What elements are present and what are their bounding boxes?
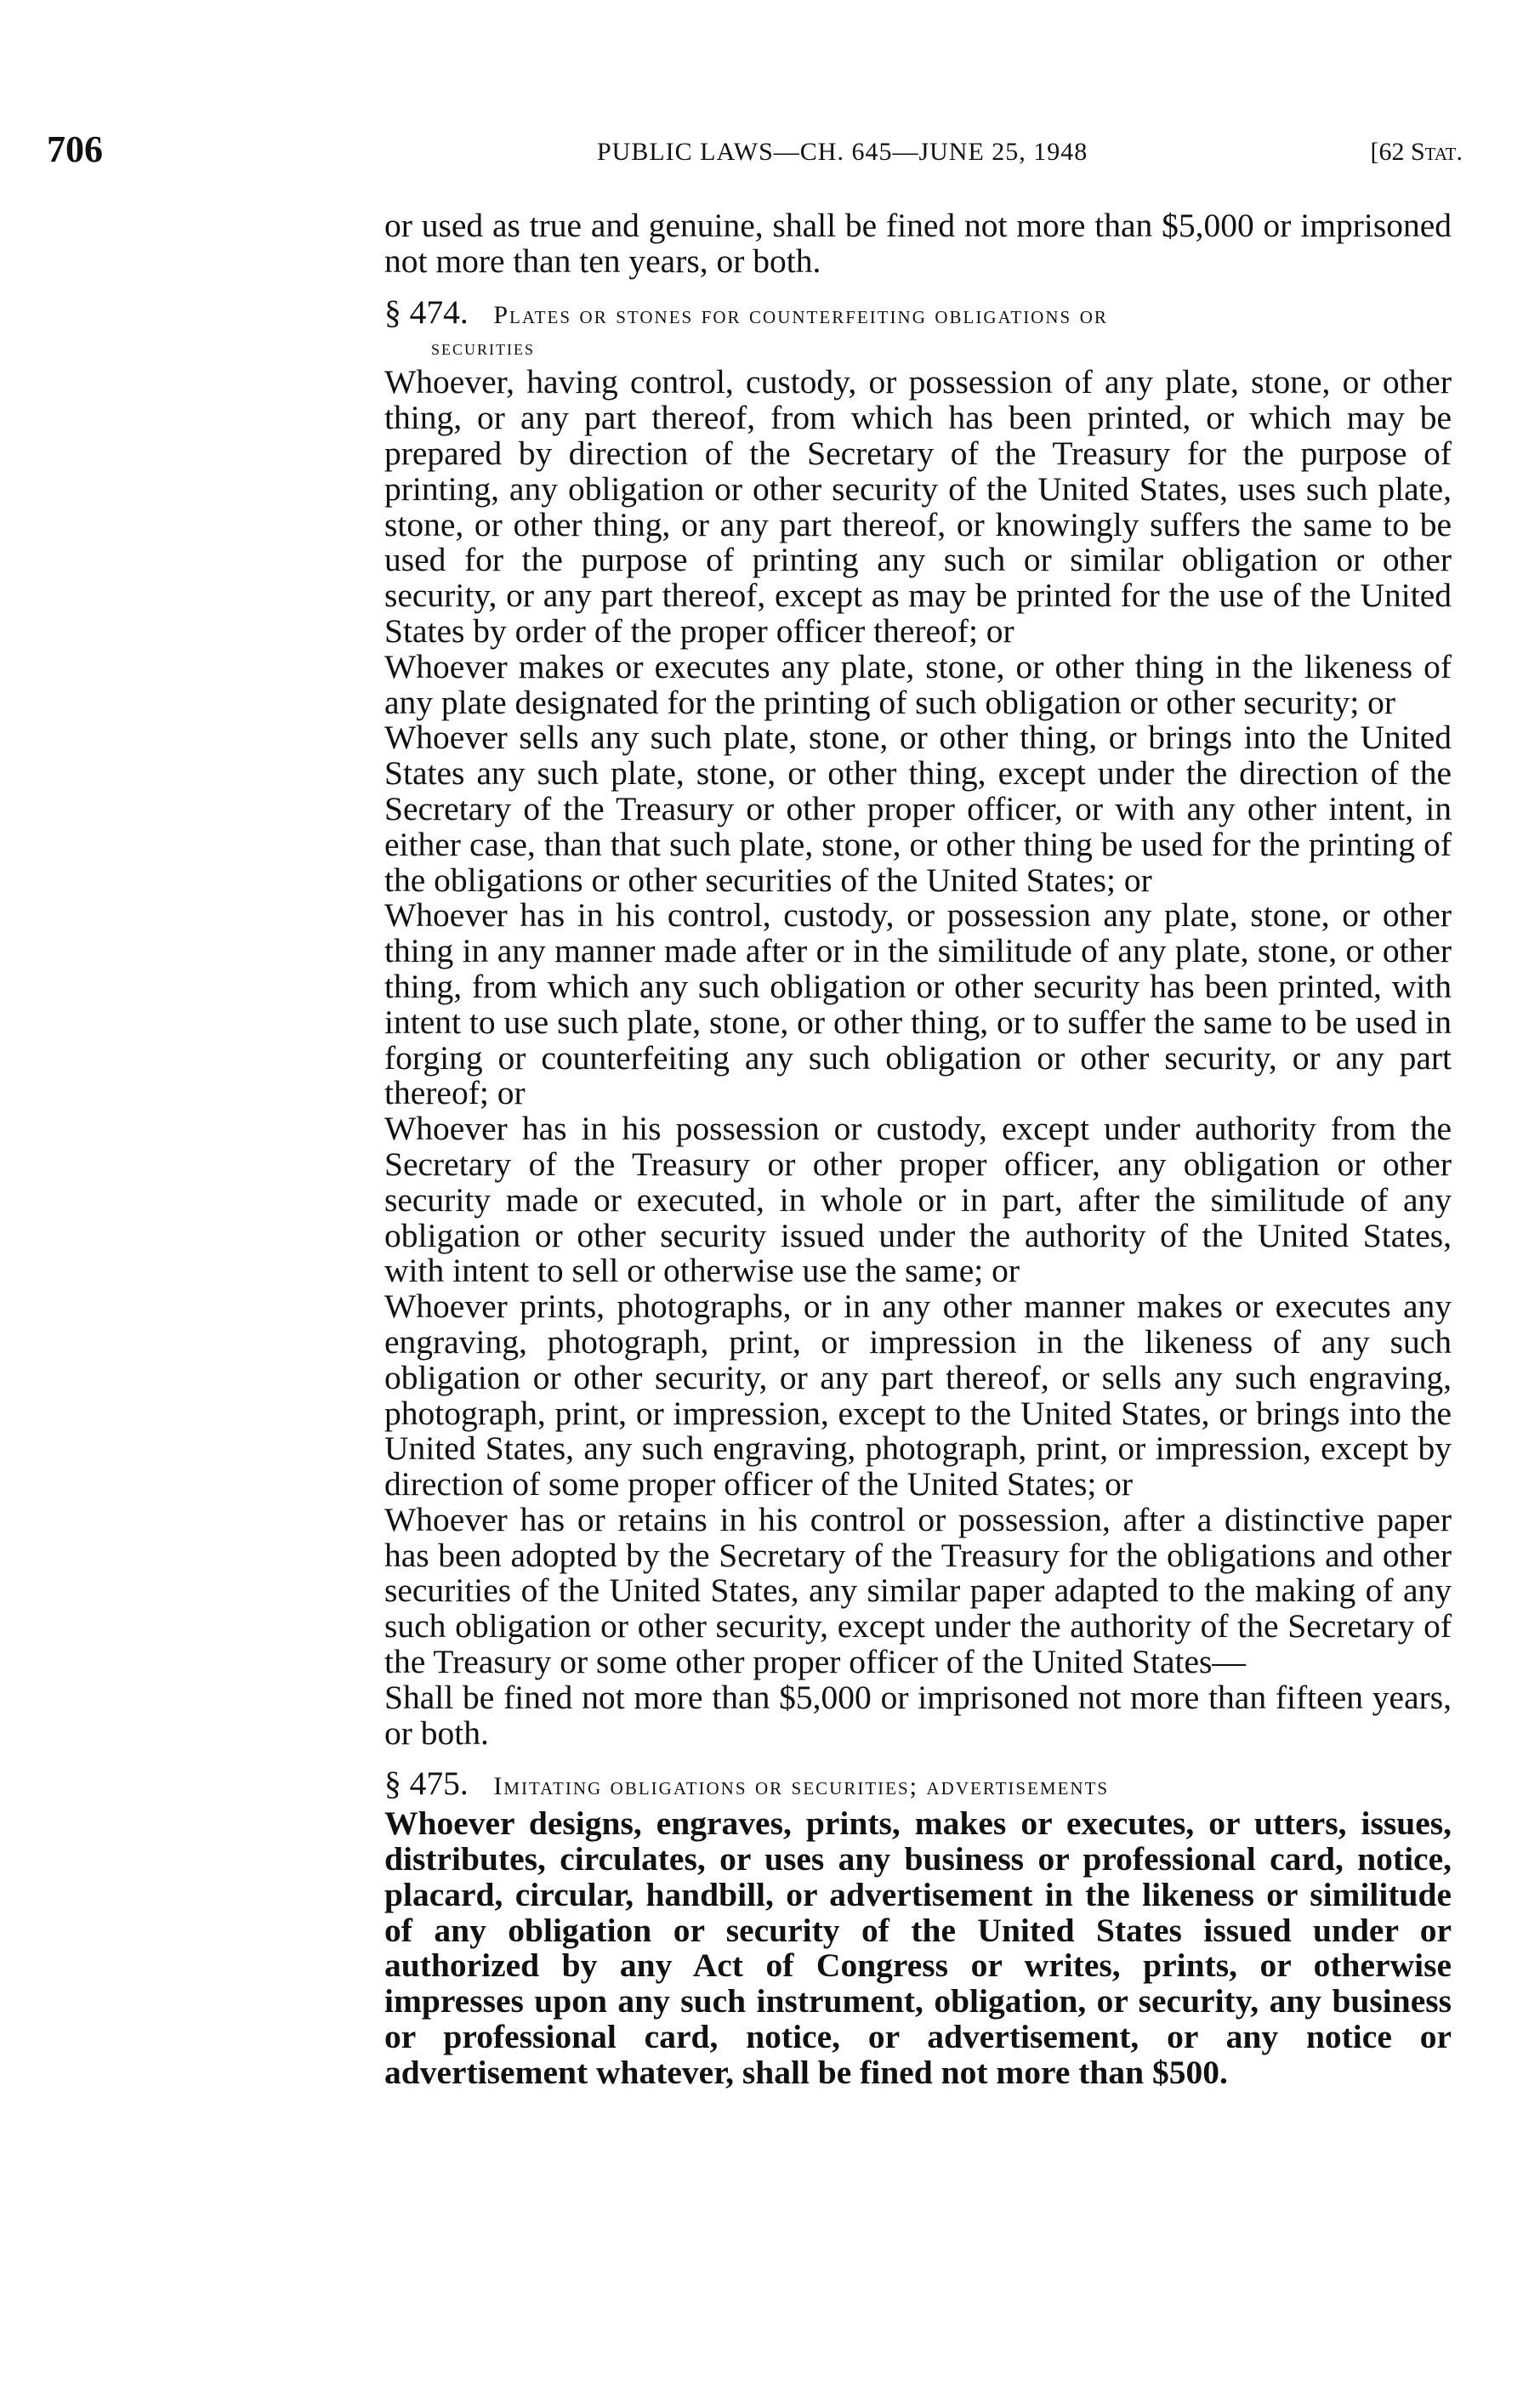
statute-reference: [62 Stat.	[1370, 138, 1463, 166]
section-474-heading	[384, 295, 1452, 364]
section-474-title: Plates or stones for counterfeiting obligations or	[493, 300, 1108, 329]
section-474-paragraph: Whoever, having control, custody, or possession of any plate, stone, or other thing, or any part thereof, from which has been printed, or which may be prepared by direction of the Secretary of the Treasury for the purpose of printing, any obligation or other security of the United States, uses such plate, stone, or other thing, or any part thereof, or knowingly suffers the same to be used for the purpose of printing any such or similar obligation or other security, or any part thereof, except as may be printed for the use of the United States by order of the proper officer thereof; or	[384, 363, 1452, 650]
section-474-paragraph: Whoever makes or executes any plate, stone, or other thing in the likeness of any plate designated for the printing of such obligation or other security; or	[384, 647, 1452, 721]
page-body	[384, 208, 1452, 2091]
section-474-title-continued: securities	[431, 335, 536, 361]
page-number: 706	[47, 128, 103, 170]
section-475-number: § 475.	[384, 1765, 469, 1803]
continuation-paragraph: or used as true and genuine, shall be fined not more than $5,000 or imprisoned not more than ten years, or both.	[384, 207, 1452, 280]
section-474-paragraph: Whoever has or retains in his control or possession, after a distinctive paper has been adopted by the Secretary of the Treasury for the obligations and other securities of the United States, any similar paper adapted to the making of any such obligation or other security, except under the authority of the Secretary of the Treasury or some other proper officer of the United States—	[384, 1500, 1452, 1681]
page-header	[47, 128, 1463, 179]
section-475-paragraph: Whoever designs, engraves, prints, makes or executes, or utters, issues, distributes, circulates, or uses any business or professional card, notice, placard, circular, handbill, or advertisement in the likeness or similitude of any obligation or security of the United States issued under or authorized by any Act of Congress or writes, prints, or otherwise impresses upon any such instrument, obligation, or security, any business or professional card, notice, or advertisement, or any notice or advertisement whatever, shall be fined not more than $500.	[384, 1804, 1452, 2091]
section-475-title: Imitating obligations or securities; advertisements	[493, 1772, 1110, 1801]
section-474-paragraph: Whoever has in his possession or custody, except under authority from the Secretary of the Treasury or other proper officer, any obligation or other security made or executed, in whole or in part, after the similitude of any obligation or other security issued under the authority of the United States, with intent to sell or otherwise use the same; or	[384, 1110, 1452, 1290]
section-474-paragraph: Whoever prints, photographs, or in any other manner makes or executes any engraving, photograph, print, or impression in the likeness of any such obligation or other security, or any part thereof, or sells any such engraving, photograph, print, or impression, except to the United States, or brings into the United States, any such engraving, photograph, print, or impression, except by direction of some proper officer of the United States; or	[384, 1287, 1452, 1503]
section-474-paragraph: Whoever has in his control, custody, or possession any plate, stone, or other thing in any manner made after or in the similitude of any plate, stone, or other thing, from which any such obligation or other security has been printed, with intent to use such plate, stone, or other thing, or to suffer the same to be used in forging or counterfeiting any such obligation or other security, or any part thereof; or	[384, 896, 1452, 1112]
section-474-number: § 474.	[384, 293, 469, 331]
running-head: PUBLIC LAWS—CH. 645—JUNE 25, 1948	[597, 138, 1088, 166]
section-474-paragraph: Whoever sells any such plate, stone, or other thing, or brings into the United States any such plate, stone, or other thing, except under the direction of the Secretary of the Treasury or other proper officer, or with any other intent, in either case, than that such plate, stone, or other thing be used for the printing of the obligations or other securities of the United States; or	[384, 719, 1452, 899]
section-475-heading	[384, 1766, 1452, 1804]
section-474-penalty: Shall be fined not more than $5,000 or imprisoned not more than fifteen years, or both.	[384, 1678, 1452, 1752]
